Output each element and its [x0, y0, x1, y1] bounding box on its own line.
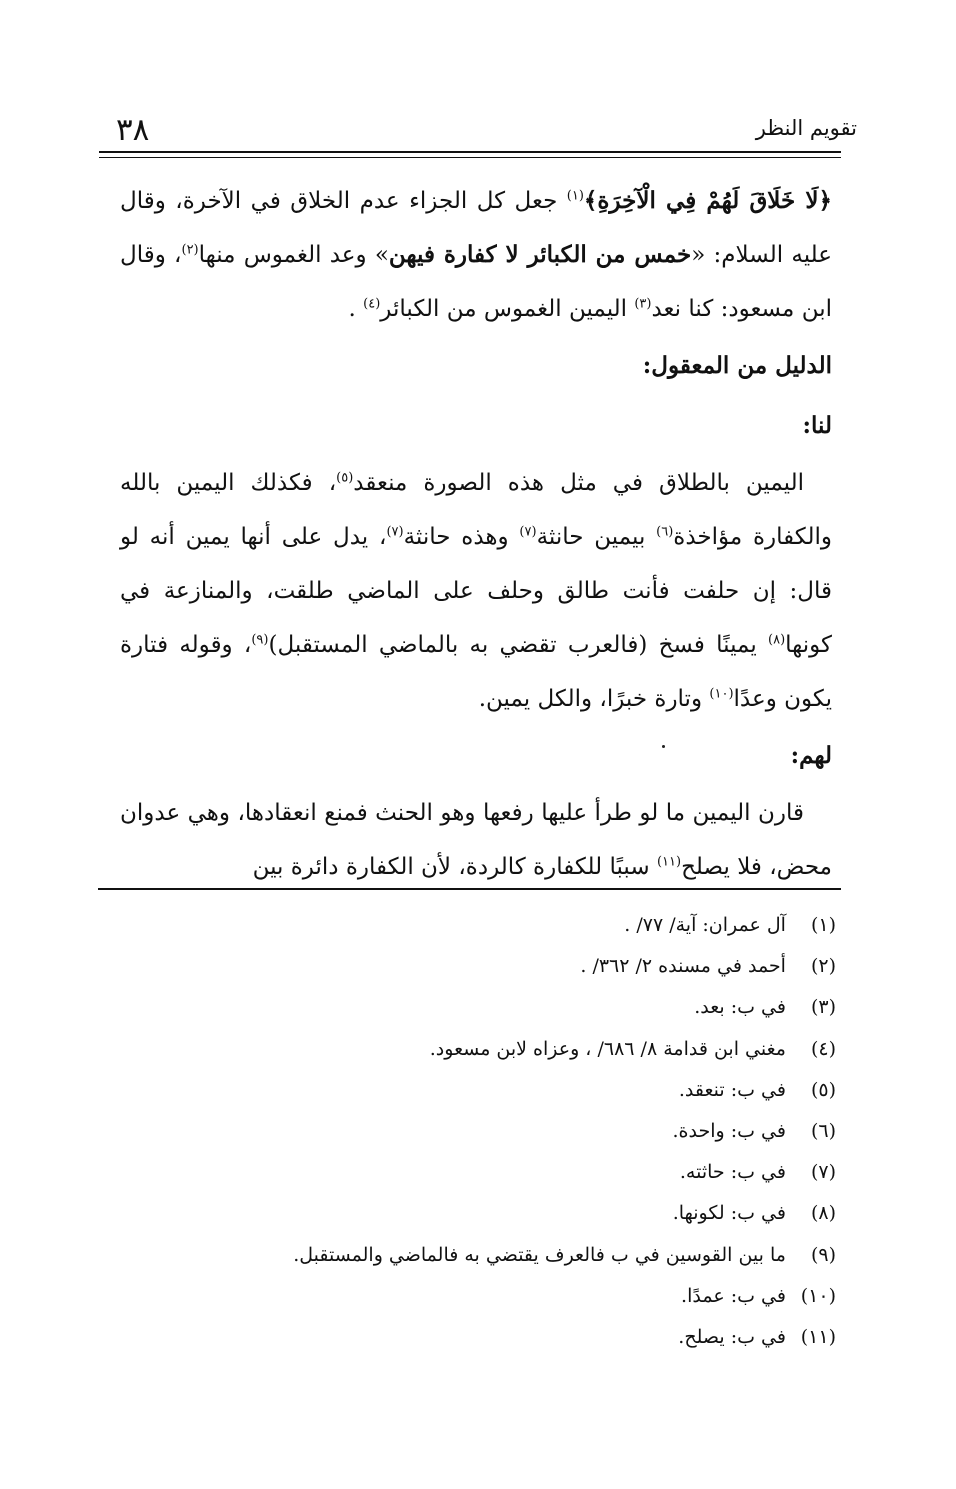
- text-run: اليمين الغموس من الكبائر: [380, 296, 635, 322]
- footnote: [136, 1276, 836, 1317]
- text-run: يمينًا فسخ (فالعرب تقضي به بالماضي المستقبل): [268, 632, 769, 658]
- footnote-ref: (٧): [386, 524, 404, 540]
- main-text: [120, 174, 832, 894]
- footnote-number: (٥): [810, 1078, 836, 1101]
- paragraph-3: [120, 786, 832, 894]
- footnote-text: في ب: يصلح.: [678, 1326, 786, 1349]
- text-run: اليمين بالطلاق في مثل هذه الصورة منعقد: [353, 470, 804, 496]
- footnote-ref: (٥): [336, 470, 354, 486]
- footnote-number: (٨): [810, 1202, 836, 1225]
- footnote-ref: (٩): [251, 632, 269, 648]
- footnote-number: (١١): [800, 1326, 836, 1349]
- header-rule-thin: [99, 157, 841, 158]
- footnote: [136, 1235, 836, 1276]
- text-run: بيمين حانثة: [536, 524, 657, 550]
- footnote: [136, 946, 836, 987]
- subsection-heading: لنا:: [802, 412, 832, 439]
- footnote: [136, 905, 836, 946]
- footnote-ref: (٦): [656, 524, 674, 540]
- running-header-title: تقويم النظر: [755, 116, 857, 140]
- speck: [662, 745, 665, 748]
- footnote-number: (٤): [810, 1037, 836, 1060]
- footnote-separator: [98, 888, 841, 890]
- footnote-text: مغني ابن قدامة ٨/ ٦٨٦/ ، وعزاه لابن مسعود.: [429, 1037, 786, 1060]
- footnote-text: في ب: تنعقد.: [678, 1078, 786, 1101]
- footnote: [136, 1152, 836, 1193]
- footnote: [136, 1317, 836, 1358]
- text-run: ، وقال ابن مسعود: كنا نعد: [120, 242, 832, 322]
- footnote-ref: (٨): [768, 632, 786, 648]
- footnotes: [136, 905, 836, 1358]
- footnote: [136, 1111, 836, 1152]
- text-run: .: [348, 296, 364, 322]
- footnote-number: (٣): [810, 996, 836, 1019]
- page-number: ٣٨: [116, 112, 150, 148]
- paragraph-2: [120, 456, 832, 726]
- section-heading: الدليل من المعقول:: [642, 352, 832, 379]
- text-run: ، يدل على أنها يمين أنه لو قال: إن حلفت فأنت طالق وحلف على الماضي طلقت، والمنازعة في كونها: [120, 524, 832, 658]
- paragraph-1: [120, 174, 832, 336]
- header-rule-thick: [99, 151, 841, 153]
- footnote-text: في ب: بعد.: [694, 996, 786, 1019]
- footnote-ref: (١١): [656, 854, 682, 870]
- footnote-ref: (٣): [634, 296, 652, 312]
- footnote-number: (٢): [810, 955, 836, 978]
- text-run: ، فكذلك اليمين بالله والكفارة مؤاخذة: [120, 470, 833, 550]
- footnote-text: آل عمران: آية/ ٧٧/ .: [624, 914, 786, 936]
- footnote-ref: (٤): [363, 296, 381, 312]
- footnote-ref: (١): [566, 188, 584, 204]
- footnote: [136, 1070, 836, 1111]
- footnote-number: (٩): [810, 1243, 836, 1266]
- hadith-quote: خمس من الكبائر لا كفارة فيهن: [388, 241, 692, 268]
- footnote: [136, 987, 836, 1028]
- footnote-number: (٧): [810, 1161, 836, 1184]
- footnote-text: في ب: واحدة.: [672, 1120, 786, 1143]
- footnote-text: في ب: لكونها.: [672, 1202, 786, 1225]
- quran-verse: ﴿لَا خَلَاقَ لَهُمْ فِي الْآخِرَةِ﴾: [583, 187, 832, 214]
- text-run: وهذه حانثة: [403, 524, 520, 550]
- footnote-number: (١): [810, 914, 836, 936]
- text-run: قارن اليمين ما لو طرأ عليها رفعها وهو الحنث فمنع انعقادها، وهي عدوان محض، فلا يصلح: [120, 800, 832, 880]
- footnote-text: في ب: حاثته.: [679, 1161, 786, 1184]
- text-run: » وعد الغموس منها: [198, 242, 389, 268]
- footnote-number: (١٠): [800, 1284, 836, 1307]
- subsection-heading: لهم:: [790, 742, 832, 769]
- text-run: وتارة خبرًا، والكل يمين.: [478, 686, 710, 712]
- footnote-ref: (١٠): [709, 686, 734, 702]
- text-run: ، وقوله فتارة يكون وعدًا: [120, 632, 832, 712]
- footnote: [136, 1029, 836, 1070]
- footnote: [136, 1193, 836, 1234]
- text-run: جعل كل الجزاء عدم الخلاق في الآخرة، وقال عليه السلام: «: [120, 188, 832, 268]
- text-run: سببًا للكفارة كالردة، لأن الكفارة دائرة بين: [252, 854, 657, 880]
- footnote-text: ما بين القوسين في ب فالعرف يقتضي به فالماضي والمستقبل.: [293, 1243, 786, 1266]
- footnote-number: (٦): [810, 1120, 836, 1143]
- footnote-text: أحمد في مسنده ٢/ ٣٦٢/ .: [580, 955, 786, 978]
- footnote-text: في ب: عمدًا.: [681, 1284, 786, 1307]
- footnote-ref: (٧): [519, 524, 537, 540]
- footnote-ref: (٢): [181, 242, 199, 258]
